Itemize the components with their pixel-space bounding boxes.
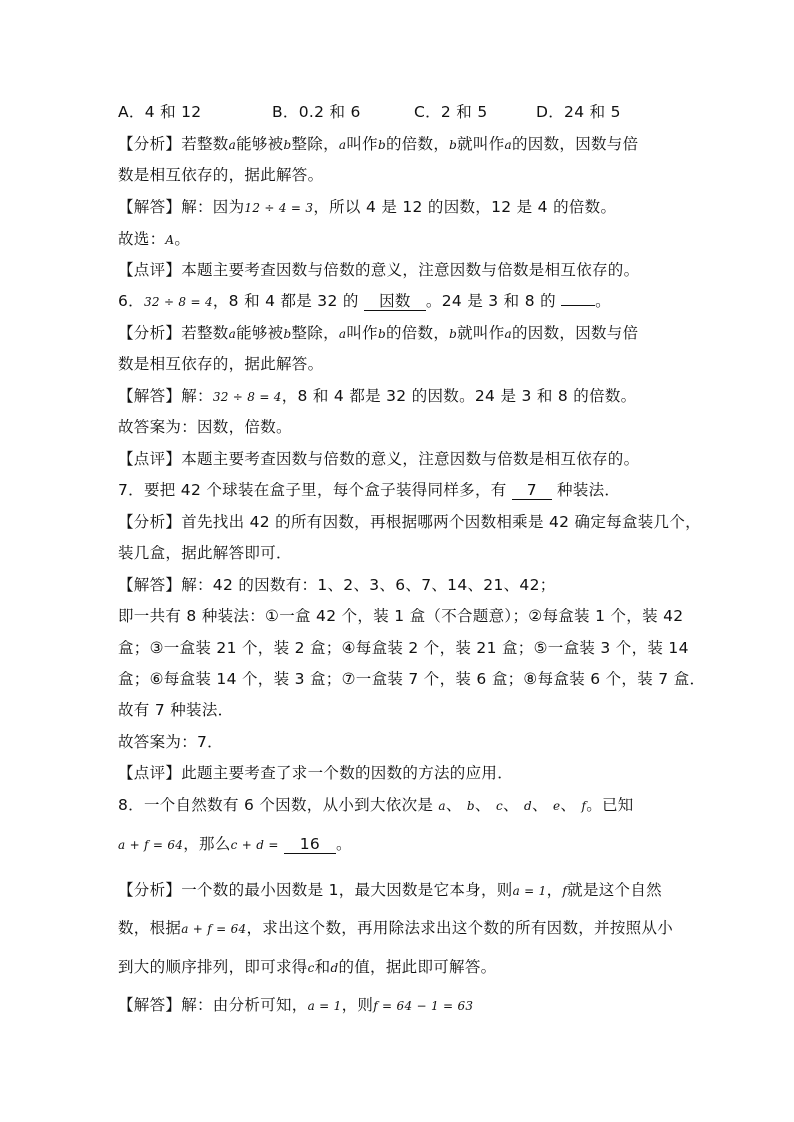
- q8-analysis-3: 到大的顺序排列，即可求得c和d的值，据此即可解答。: [118, 958, 497, 976]
- q7-comment: 【点评】此题主要考查了求一个数的因数的方法的应用．: [118, 764, 514, 782]
- option-b: B．0.2 和 6: [272, 103, 361, 121]
- q5-answer: 【解答】解：因为12 ÷ 4 = 3，所以 4 是 12 的因数，12 是 4 的倍数。: [118, 198, 617, 216]
- q7-analysis-1: 【分析】首先找出 42 的所有因数，再根据哪两个因数相乘是 42 确定每盒装几个，: [118, 513, 701, 531]
- q8-analysis-1: 【分析】一个数的最小因数是 1，最大因数是它本身，则a = 1，f就是这个自然: [118, 881, 662, 899]
- option-d: D．24 和 5: [536, 103, 621, 121]
- option-a: A．4 和 12: [118, 103, 202, 121]
- q7-answer-3: 盒；③一盒装 21 个，装 2 盒；④每盒装 2 个，装 21 盒；⑤一盒装 3 个，装 14: [118, 639, 689, 657]
- q7-answer-4: 盒；⑥每盒装 14 个，装 3 盒；⑦一盒装 7 个，装 6 盒；⑧每盒装 6 个，装 7 盒．: [118, 670, 706, 688]
- q7-answer-5: 故有 7 种装法．: [118, 701, 234, 719]
- q5-analysis-line1: 【分析】若整数a能够被b整除，a叫作b的倍数，b就叫作a的因数，因数与倍: [118, 135, 639, 153]
- answer-blank: 因数: [364, 293, 426, 311]
- q6-analysis-line2: 数是相互依存的，据此解答。: [118, 355, 324, 373]
- q8-stem-line2: a + f = 64，那么c + d = 16 。: [118, 835, 352, 853]
- q6-answer: 【解答】解：32 ÷ 8 = 4，8 和 4 都是 32 的因数。24 是 3 和 8 的倍数。: [118, 387, 637, 405]
- q5-analysis-line2: 数是相互依存的，据此解答。: [118, 166, 324, 184]
- q6-final: 故答案为：因数，倍数。: [118, 418, 292, 436]
- math-expression: 12 ÷ 4 = 3: [244, 201, 314, 215]
- answer-blank: 16: [284, 836, 336, 854]
- q7-analysis-2: 装几盒，据此解答即可．: [118, 544, 292, 562]
- q8-analysis-2: 数，根据a + f = 64，求出这个数，再用除法求出这个数的所有因数，并按照从小: [118, 919, 674, 937]
- option-c: C．2 和 5: [414, 103, 488, 121]
- q7-answer-2: 即一共有 8 种装法：①一盒 42 个，装 1 盒（不合题意）；②每盒装 1 个，装 42: [118, 607, 684, 625]
- q6-stem: 6．32 ÷ 8 = 4，8 和 4 都是 32 的 因数 。24 是 3 和 8 的 。: [118, 292, 611, 310]
- answer-blank: 7: [512, 482, 552, 500]
- q7-answer-1: 【解答】解：42 的因数有：1、2、3、6、7、14、21、42；: [118, 576, 556, 594]
- q8-stem-line1: 8．一个自然数有 6 个因数，从小到大依次是 a、 b、 c、 d、 e、 f。已知: [118, 796, 634, 814]
- q6-comment: 【点评】本题主要考查因数与倍数的意义，注意因数与倍数是相互依存的。: [118, 450, 640, 468]
- q5-choice: 故选：A。: [118, 230, 191, 248]
- answer-blank: [561, 305, 595, 306]
- q7-stem: 7．要把 42 个球装在盒子里，每个盒子装得同样多，有 7 种装法．: [118, 481, 621, 499]
- q8-answer: 【解答】解：由分析可知，a = 1，则f = 64 − 1 = 63: [118, 996, 474, 1014]
- q6-analysis-line1: 【分析】若整数a能够被b整除，a叫作b的倍数，b就叫作a的因数，因数与倍: [118, 324, 639, 342]
- q7-final: 故答案为：7．: [118, 733, 223, 751]
- q5-options: [118, 102, 621, 122]
- q5-comment: 【点评】本题主要考查因数与倍数的意义，注意因数与倍数是相互依存的。: [118, 261, 640, 279]
